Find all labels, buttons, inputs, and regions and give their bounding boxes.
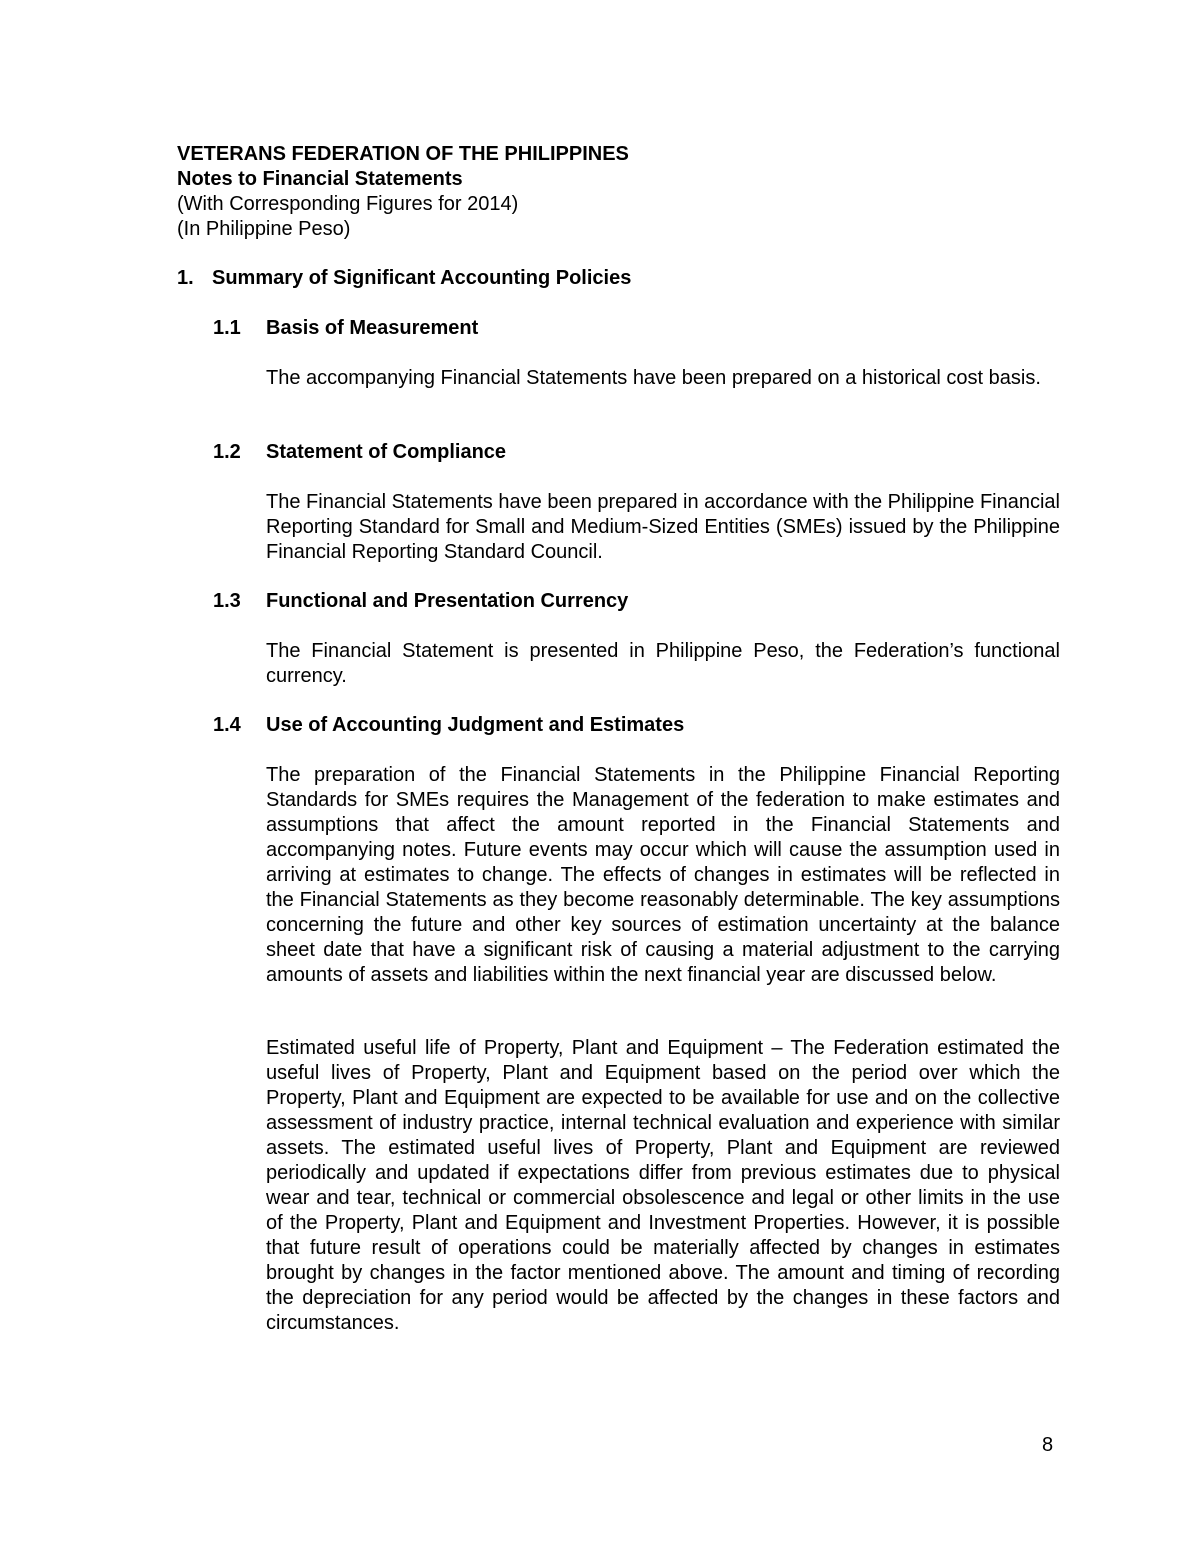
paragraph-useful-life-ppe: Estimated useful life of Property, Plant and Equipment – The Federation estimated the useful lives of Property, Plant and Equipment based on the period over which the Property, Plant and Equipment are expected to be available for use and on the collective assessment of industry practice, internal technical evaluation and experience with similar assets. The estimated useful lives of Property, Plant and Equipment are reviewed periodically and updated if expectations differ from previous estimates due to physical wear and tear, technical or commercial obsolescence and legal or other limits in the use of the Property, Plant and Equipment and Investment Properties. However, it is possible that future result of operations could be materially affected by changes in estimates brought by changes in the factor mentioned above. The amount and timing of recording the depreciation for any period would be affected by the changes in these factors and circumstances. bbox=[266, 1037, 1060, 1334]
paragraph-functional-currency: The Financial Statement is presented in Philippine Peso, the Federation’s functional currency. bbox=[266, 640, 1060, 687]
subsection-title: Use of Accounting Judgment and Estimates bbox=[266, 714, 685, 736]
subsection-number: 1.2 bbox=[213, 441, 241, 463]
page-number: 8 bbox=[1042, 1434, 1054, 1456]
subsection-heading-functional-currency bbox=[213, 589, 628, 614]
subsection-heading-judgment-and-estimates bbox=[213, 713, 684, 738]
section-title: Summary of Significant Accounting Policies bbox=[212, 267, 632, 289]
subsection-heading-statement-of-compliance bbox=[213, 440, 506, 465]
document-header bbox=[177, 142, 1077, 242]
subsection-number: 1.3 bbox=[213, 590, 241, 612]
paragraph-judgment-and-estimates: The preparation of the Financial Statements in the Philippine Financial Reporting Standards for SMEs requires the Management of the federation to make estimates and assumptions that affect the amount reported in the Financial Statements and accompanying notes. Future events may occur which will cause the assumption used in arriving at estimates to change. The effects of changes in estimates will be reflected in the Financial Statements as they become reasonably determinable. The key assumptions concerning the future and other key sources of estimation uncertainty at the balance sheet date that have a significant risk of causing a material adjustment to the carrying amounts of assets and liabilities within the next financial year are discussed below. bbox=[266, 764, 1060, 986]
section-heading bbox=[177, 266, 631, 291]
comparative-note: (With Corresponding Figures for 2014) bbox=[177, 193, 519, 215]
organization-name: VETERANS FEDERATION OF THE PHILIPPINES bbox=[177, 143, 629, 165]
paragraph-statement-of-compliance: The Financial Statements have been prepared in accordance with the Philippine Financial Reporting Standard for Small and Medium-Sized Entities (SMEs) issued by the Philippine Financial Reporting Standard Council. bbox=[266, 491, 1060, 563]
subsection-title: Basis of Measurement bbox=[266, 317, 479, 339]
paragraph-basis-of-measurement: The accompanying Financial Statements have been prepared on a historical cost basis. bbox=[266, 367, 1041, 389]
subsection-title: Functional and Presentation Currency bbox=[266, 590, 629, 612]
subsection-number: 1.1 bbox=[213, 317, 241, 339]
subsection-number: 1.4 bbox=[213, 714, 241, 736]
subsection-heading-basis-of-measurement bbox=[213, 316, 478, 341]
section-number: 1. bbox=[177, 267, 194, 289]
currency-note: (In Philippine Peso) bbox=[177, 218, 351, 240]
subsection-title: Statement of Compliance bbox=[266, 441, 507, 463]
document-title: Notes to Financial Statements bbox=[177, 168, 463, 190]
